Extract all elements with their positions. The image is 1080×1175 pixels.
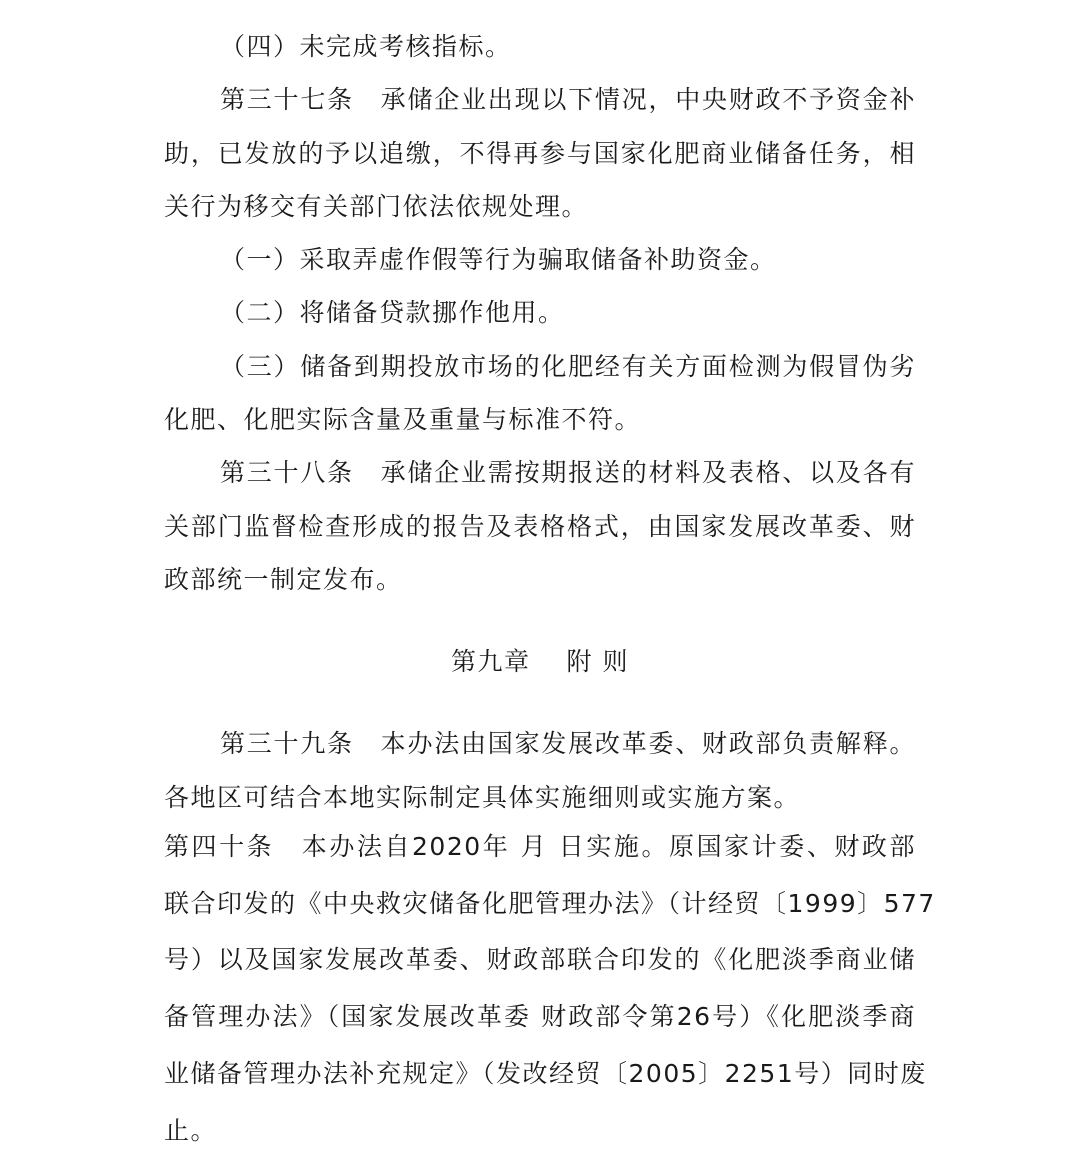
article-37-line-3: 关行为移交有关部门依法依规处理。 bbox=[164, 192, 589, 221]
article-40-line-1: 第四十条 本办法自2020年 月 日实施。原国家计委、财政部 bbox=[164, 832, 916, 861]
article-40-line-6: 止。 bbox=[164, 1116, 218, 1145]
article-39-line-1: 第三十九条 本办法由国家发展改革委、财政部负责解释。 bbox=[220, 729, 916, 758]
item-3-line-2: 化肥、化肥实际含量及重量与标准不符。 bbox=[164, 405, 642, 434]
article-38-line-1: 第三十八条 承储企业需按期报送的材料及表格、以及各有 bbox=[220, 458, 916, 487]
article-40-line-4: 备管理办法》（国家发展改革委 财政部令第26号）《化肥淡季商 bbox=[164, 1002, 916, 1031]
article-38-line-2: 关部门监督检查形成的报告及表格格式，由国家发展改革委、财 bbox=[164, 512, 916, 541]
item-1-fraud: （一）采取弄虚作假等行为骗取储备补助资金。 bbox=[220, 245, 777, 274]
item-4-uncompleted-indicators: （四）未完成考核指标。 bbox=[220, 32, 512, 61]
article-40-line-3: 号）以及国家发展改革委、财政部联合印发的《化肥淡季商业储 bbox=[164, 945, 916, 974]
article-40-line-2: 联合印发的《中央救灾储备化肥管理办法》（计经贸〔1999〕577 bbox=[164, 889, 936, 918]
article-37-line-1: 第三十七条 承储企业出现以下情况，中央财政不予资金补 bbox=[220, 85, 916, 114]
article-39-line-2: 各地区可结合本地实际制定具体实施细则或实施方案。 bbox=[164, 783, 801, 812]
chapter-heading: 第九章 附 则 bbox=[451, 647, 629, 676]
article-38-line-3: 政部统一制定发布。 bbox=[164, 565, 403, 594]
article-40-line-5: 业储备管理办法补充规定》（发改经贸〔2005〕2251号）同时废 bbox=[164, 1059, 927, 1088]
item-2-loan-misuse: （二）将储备贷款挪作他用。 bbox=[220, 298, 565, 327]
article-37-line-2: 助，已发放的予以追缴，不得再参与国家化肥商业储备任务，相 bbox=[164, 139, 916, 168]
item-3-line-1: （三）储备到期投放市场的化肥经有关方面检测为假冒伪劣 bbox=[220, 352, 916, 381]
